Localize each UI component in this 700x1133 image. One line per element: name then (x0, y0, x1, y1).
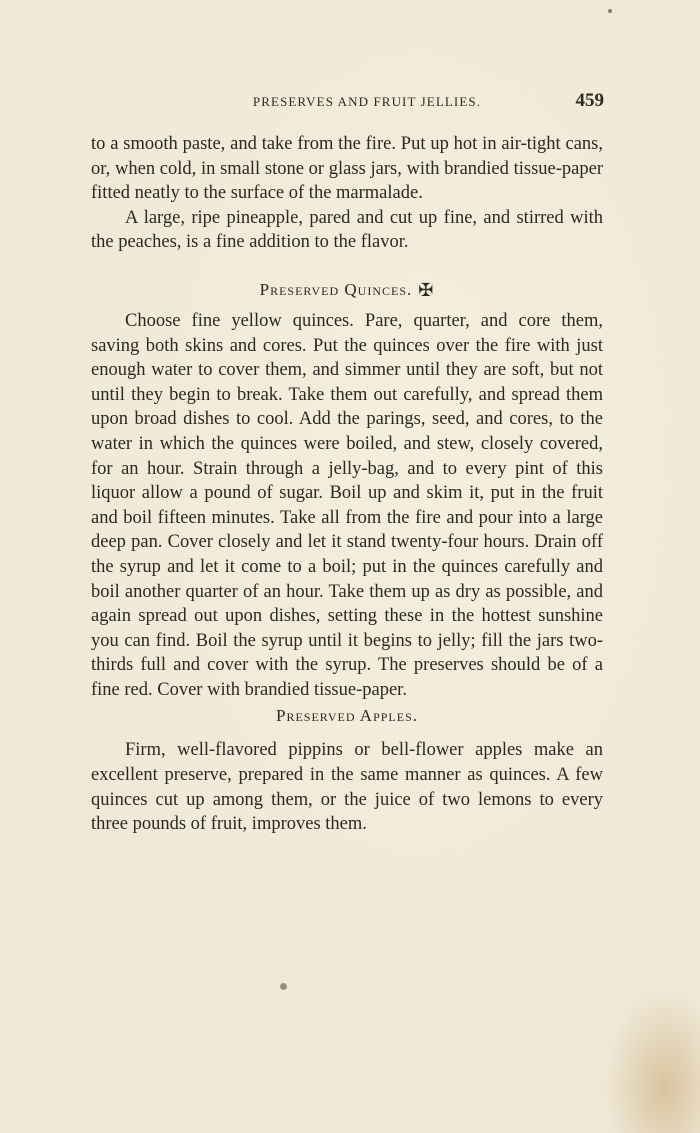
paragraph-quinces: Choose fine yellow quinces. Pare, quarter, and core them, saving both skins and cores. Put the quinces over the fire with just enough water to cover them, and simmer until they are soft, but not until they begin to break. Take them out carefully, and spread them upon broad dishes to cool. Add the parings, seed, and cores, to the water in which the quinces were boiled, and stew, closely covered, for an hour. Strain through a jelly-bag, and to every pint of this liquor allow a pound of sugar. Boil up and skim it, put in the fruit and boil fifteen minutes. Take all from the fire and pour into a large deep pan. Cover closely and let it stand twenty-four hours. Drain off the syrup and let it come to a boil; put in the quinces carefully and boil another quarter of an hour. Take them up as dry as possible, and again spread out upon dishes, setting these in the hottest sunshine you can find. Boil the syrup until it begins to jelly; fill the jars two-thirds full and cover with the syrup. The preserves should be of a fine red. Cover with brandied tissue-paper. (91, 310, 603, 700)
heading-preserved-quinces (91, 280, 603, 301)
page-number: 459 (575, 90, 604, 111)
heading-preserved-apples: Preserved Apples. (275, 706, 419, 726)
paragraph-marmalade: to a smooth paste, and take from the fire. Put up hot in air-tight cans, or, when cold, in small stone or glass jars, with brandied tissue-paper fitted neatly to the surface of the marmalade. (91, 134, 603, 204)
ink-speck (608, 9, 612, 13)
paragraph-apples: Firm, well-flavored pippins or bell-flower apples make an excellent preserve, prepared in the same manner as quinces. A few quinces cut up among them, or the juice of two lemons to every three pounds of fruit, improves them. (91, 740, 603, 835)
paragraph-pineapple: A large, ripe pineapple, pared and cut up fine, and stirred with the peaches, is a fine addition to the flavor. (91, 207, 603, 253)
ink-speck (280, 983, 287, 990)
running-head: PRESERVES AND FRUIT JELLIES. (252, 94, 482, 109)
page-header (90, 90, 604, 116)
fleuron-ornament: ✠ (418, 279, 435, 300)
heading-quinces-text: Preserved Quinces. (259, 279, 413, 299)
page-body (91, 132, 603, 837)
